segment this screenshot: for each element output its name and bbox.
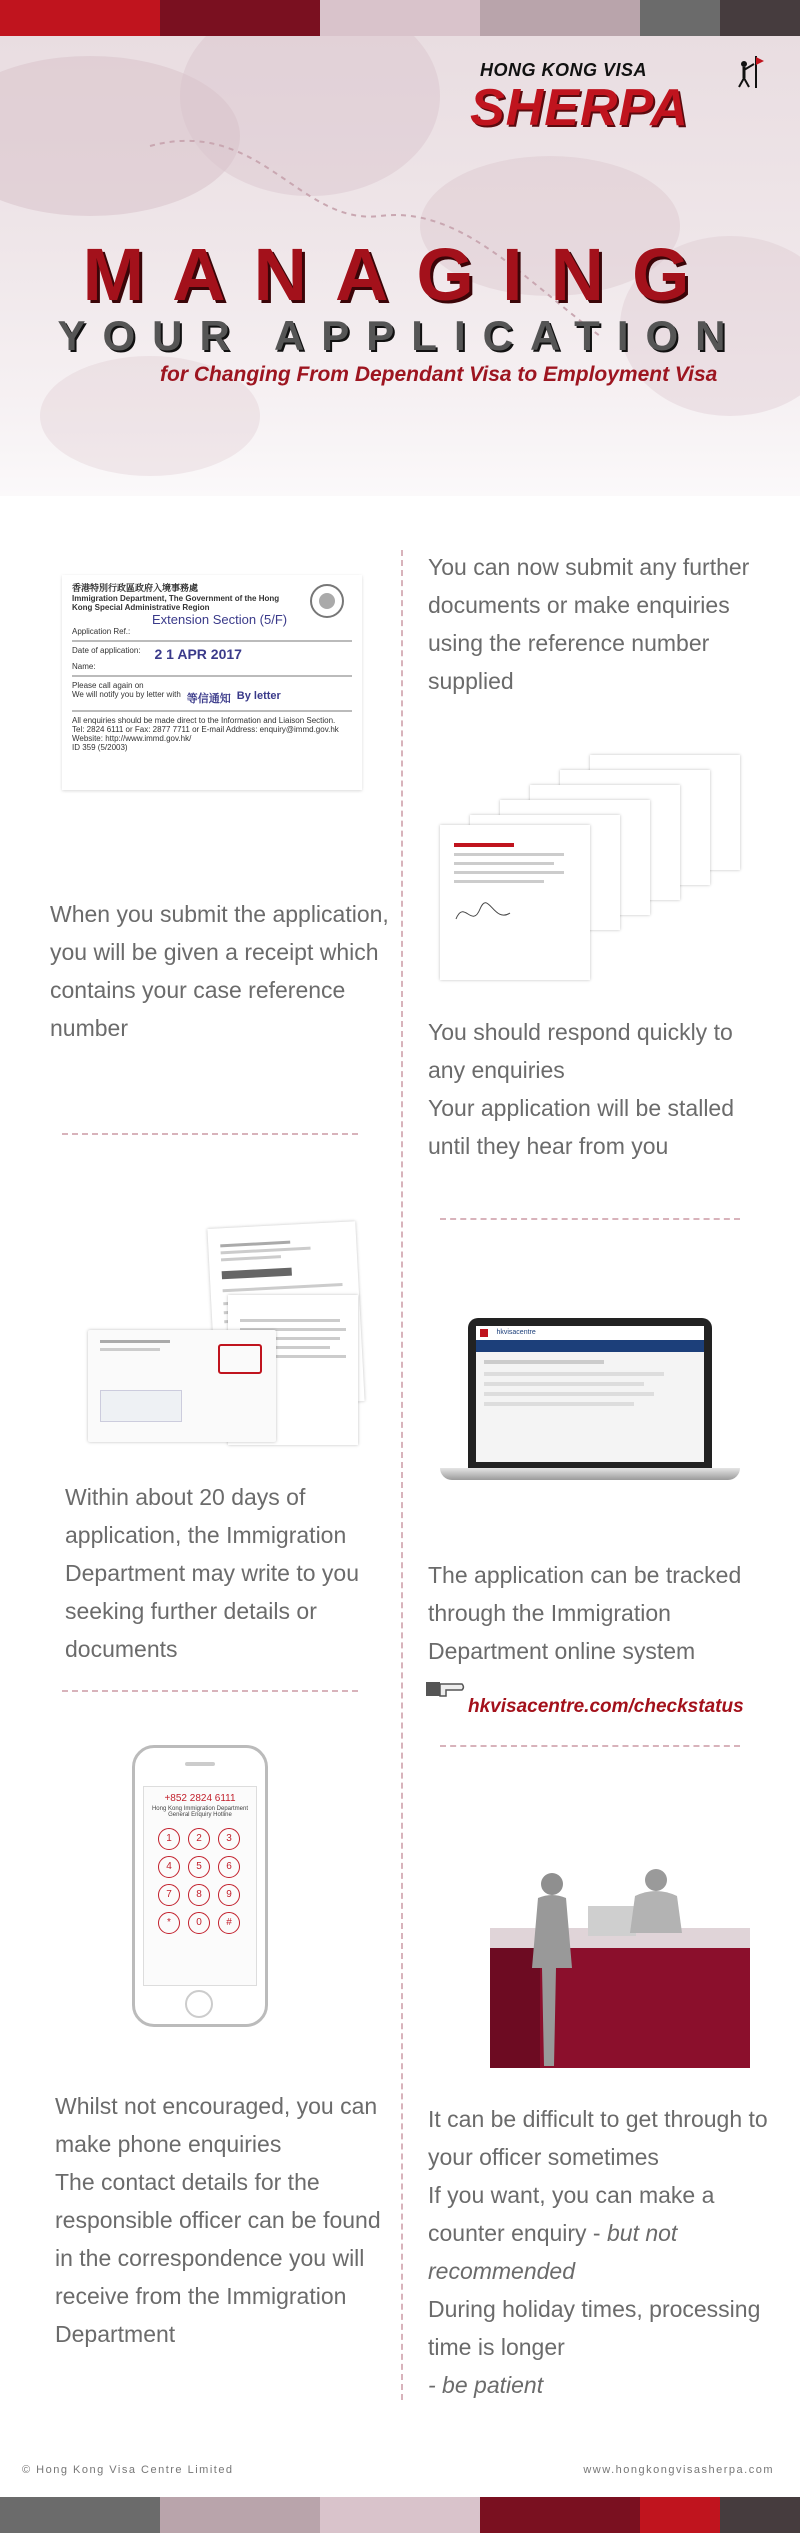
receipt-name-label: Name: bbox=[72, 662, 96, 671]
horizontal-divider bbox=[440, 1218, 740, 1220]
step-respond-text: You should respond quickly to any enquiries Your application will be stalled until they hear from you bbox=[428, 1019, 735, 1159]
receipt-tel: Tel: 2824 6111 or Fax: 2877 7711 or E-mail Address: enquiry@immd.gov.hk bbox=[72, 725, 339, 734]
envelope-window bbox=[100, 1390, 182, 1422]
receipt-website: Website: http://www.immd.gov.hk/ bbox=[72, 734, 192, 743]
phone-key[interactable]: # bbox=[218, 1912, 240, 1934]
color-segment bbox=[160, 2497, 320, 2533]
laptop-image bbox=[468, 1318, 712, 1468]
counter-text-not-recommended: but not recommended bbox=[428, 2220, 678, 2284]
counter-text-b: During holiday times, processing time is longer bbox=[428, 2296, 761, 2360]
envelope bbox=[88, 1330, 276, 1442]
receipt-header-en: Immigration Department, The Government of the Hong Kong Special Administrative Region bbox=[72, 594, 280, 612]
horizontal-divider bbox=[62, 1133, 358, 1135]
laptop-site-name: hkvisacentre bbox=[496, 1329, 536, 1336]
phone-org: Hong Kong Immigration Department bbox=[151, 1806, 249, 1812]
phone-screen bbox=[143, 1786, 257, 1986]
counter-enquiry-image bbox=[470, 1858, 760, 2073]
receipt-enquiries: All enquiries should be made direct to the Information and Liaison Section. bbox=[72, 716, 336, 725]
receipt-call-again: Please call again on bbox=[72, 681, 144, 690]
logo-top-text: HONG KONG VISA bbox=[480, 60, 648, 80]
color-segment bbox=[480, 0, 640, 36]
color-segment bbox=[0, 2497, 160, 2533]
color-segment bbox=[640, 0, 720, 36]
receipt-stamp-cn: 等信通知 bbox=[186, 693, 231, 705]
title-line-2: YOUR APPLICATION bbox=[57, 312, 743, 359]
phone-number: +852 2824 6111 bbox=[164, 1793, 236, 1804]
home-button bbox=[185, 1990, 213, 2018]
color-segment bbox=[160, 0, 320, 36]
footer-copyright: © Hong Kong Visa Centre Limited bbox=[22, 2464, 234, 2476]
top-color-bar bbox=[0, 0, 800, 36]
phone-image bbox=[132, 1745, 268, 2027]
laptop-screen bbox=[476, 1326, 704, 1462]
phone-key[interactable]: 8 bbox=[188, 1884, 210, 1906]
phone-key[interactable]: * bbox=[158, 1912, 180, 1934]
phone-key[interactable]: 2 bbox=[188, 1828, 210, 1850]
phone-key[interactable]: 7 bbox=[158, 1884, 180, 1906]
climber-flag-icon bbox=[734, 54, 764, 90]
color-segment bbox=[480, 2497, 640, 2533]
laptop-base bbox=[440, 1468, 740, 1480]
phone-key[interactable]: 3 bbox=[218, 1828, 240, 1850]
bottom-color-bar bbox=[0, 2497, 800, 2533]
document-page bbox=[440, 825, 590, 980]
horizontal-divider bbox=[62, 1690, 358, 1692]
step-department-letter-text: Within about 20 days of application, the Immigration Department may write to you seeking further details or documents bbox=[65, 1484, 360, 1662]
phone-key[interactable]: 1 bbox=[158, 1828, 180, 1850]
red-stamp bbox=[218, 1344, 262, 1374]
step-counter-enquiry-text bbox=[428, 2100, 773, 2404]
emblem-icon bbox=[307, 581, 347, 621]
receipt-ref-label: Application Ref.: bbox=[72, 627, 131, 636]
vertical-divider bbox=[401, 550, 403, 2400]
title-line-1: MANAGING bbox=[82, 233, 718, 316]
subtitle: for Changing From Dependant Visa to Employment Visa bbox=[160, 363, 718, 386]
color-segment bbox=[0, 0, 160, 36]
color-segment bbox=[720, 2497, 800, 2533]
receipt-image bbox=[62, 575, 362, 790]
receipt-form-id: ID 359 (5/2003) bbox=[72, 743, 128, 752]
color-segment bbox=[720, 0, 800, 36]
step-receipt-text: When you submit the application, you will be given a receipt which contains your case reference number bbox=[50, 901, 389, 1041]
phone-key[interactable]: 9 bbox=[218, 1884, 240, 1906]
receipt-line bbox=[72, 710, 352, 712]
receipt-section-stamp: Extension Section (5/F) bbox=[152, 612, 288, 627]
step-online-tracking-text: The application can be tracked through the Immigration Department online system bbox=[428, 1562, 742, 1664]
footer-website[interactable]: www.hongkongvisasherpa.com bbox=[583, 2464, 774, 2476]
color-segment bbox=[640, 2497, 720, 2533]
receipt-line bbox=[72, 675, 352, 677]
receipt-header-cn: 香港特別行政區政府入境事務處 bbox=[72, 583, 199, 593]
phone-sub: General Enquiry Hotline bbox=[168, 1812, 232, 1818]
pointing-hand-icon bbox=[424, 1676, 466, 1700]
receipt-stamp-en: By letter bbox=[236, 690, 281, 702]
logo-main-text: SHERPA bbox=[470, 79, 689, 137]
color-segment bbox=[320, 0, 480, 36]
phone-key[interactable]: 0 bbox=[188, 1912, 210, 1934]
phone-key[interactable]: 6 bbox=[218, 1856, 240, 1878]
phone-key[interactable]: 4 bbox=[158, 1856, 180, 1878]
phone-keypad bbox=[144, 1818, 256, 1948]
counter-text-be-patient: - be patient bbox=[428, 2372, 544, 2398]
color-segment bbox=[320, 2497, 480, 2533]
horizontal-divider bbox=[440, 1745, 740, 1747]
phone-key[interactable]: 5 bbox=[188, 1856, 210, 1878]
receipt-line bbox=[72, 640, 352, 642]
receipt-date-stamp: 2 1 APR 2017 bbox=[154, 646, 242, 662]
counter-text-a: It can be difficult to get through to your officer sometimes If you want, you can make a counter enquiry - bbox=[428, 2106, 768, 2246]
step-phone-enquiry-text: Whilst not encouraged, you can make phone enquiries The contact details for the responsible officer can be found in the correspondence you will receive from the Immigration Department bbox=[55, 2093, 381, 2347]
check-status-link[interactable]: hkvisacentre.com/checkstatus bbox=[468, 1696, 744, 1717]
receipt-date-label: Date of application: bbox=[72, 646, 141, 655]
step-submit-documents-text: You can now submit any further documents or make enquiries using the reference number supplied bbox=[428, 554, 750, 694]
receipt-notify: We will notify you by letter with bbox=[72, 690, 181, 699]
